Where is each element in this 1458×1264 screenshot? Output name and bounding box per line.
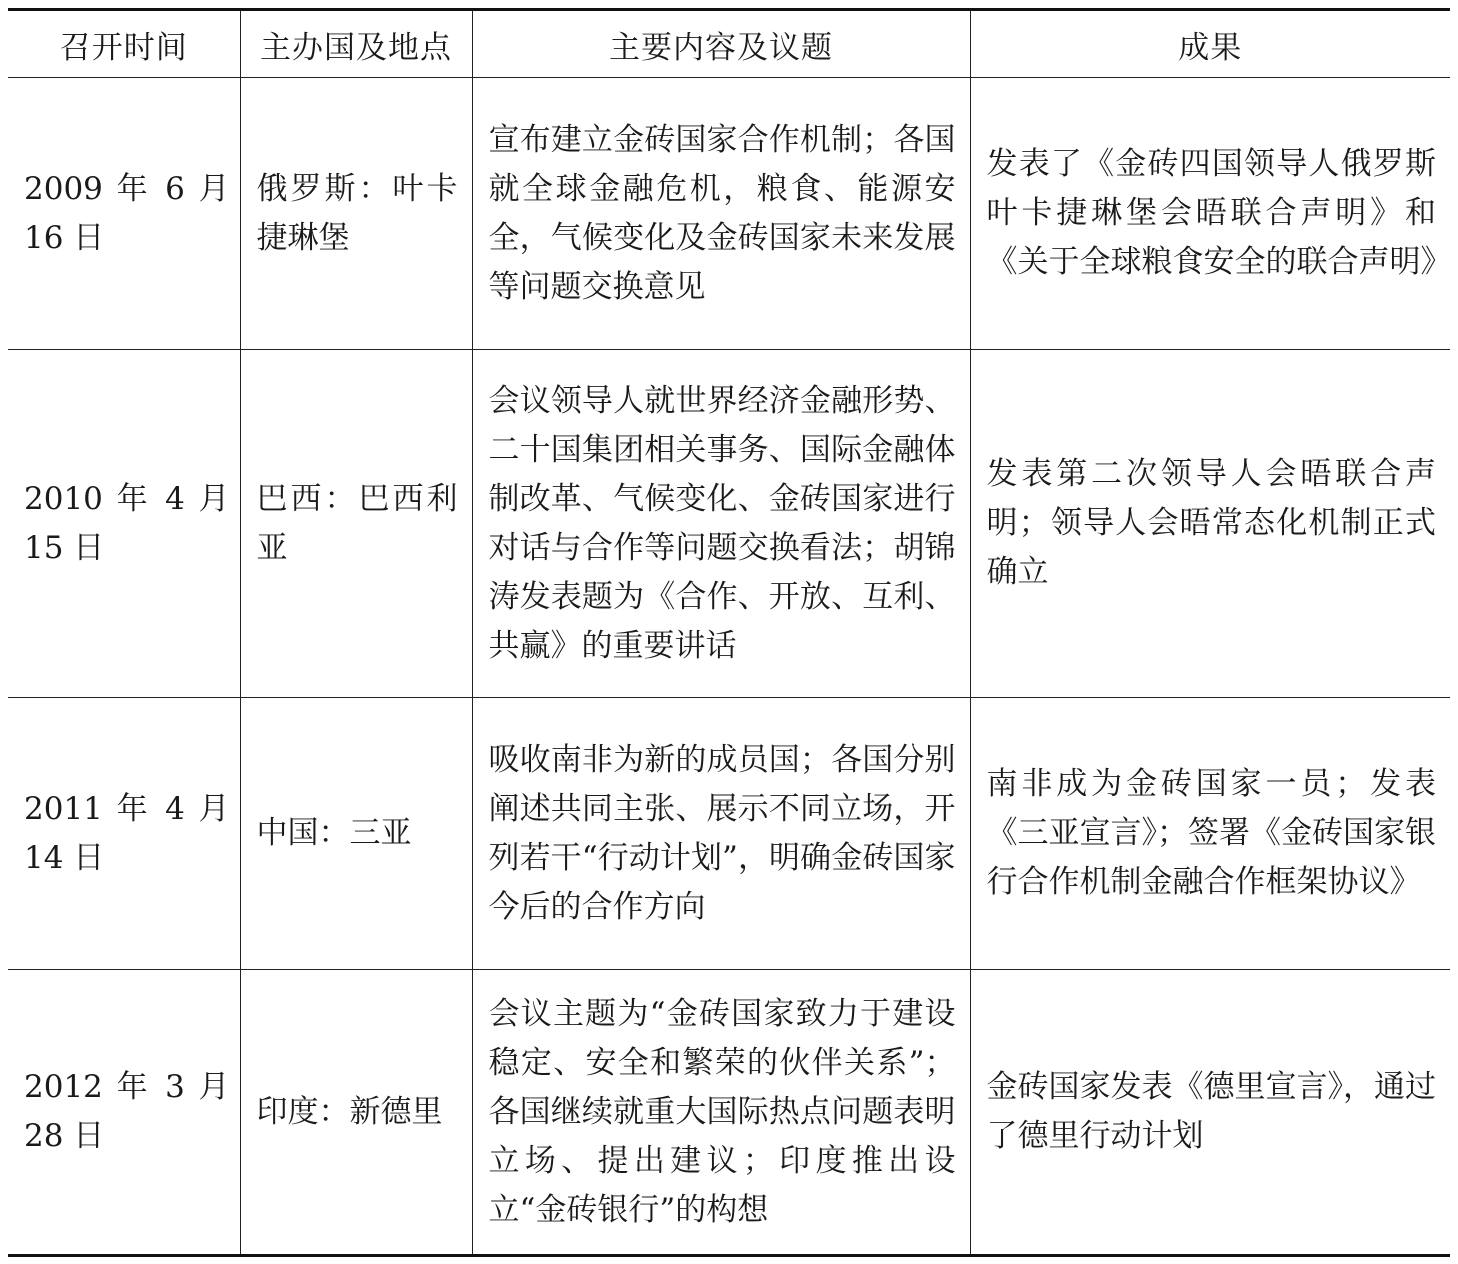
table-row [8, 970, 1450, 1256]
cell-host: 俄罗斯：叶卡捷琳堡 [240, 78, 472, 350]
cell-date: 2012 年 3 月 28 日 [8, 970, 240, 1256]
cell-result: 发表了《金砖四国领导人俄罗斯叶卡捷琳堡会晤联合声明》和《关于全球粮食安全的联合声明》 [970, 78, 1450, 350]
brics-summit-table [8, 8, 1450, 1257]
cell-result: 金砖国家发表《德里宣言》，通过了德里行动计划 [970, 970, 1450, 1256]
table-row [8, 78, 1450, 350]
cell-content: 吸收南非为新的成员国；各国分别阐述共同主张、展示不同立场，开列若干“行动计划”，明确金砖国家今后的合作方向 [472, 698, 970, 970]
header-host: 主办国及地点 [240, 10, 472, 78]
cell-result: 南非成为金砖国家一员；发表《三亚宣言》；签署《金砖国家银行合作机制金融合作框架协议》 [970, 698, 1450, 970]
table-row [8, 698, 1450, 970]
header-content: 主要内容及议题 [472, 10, 970, 78]
cell-result: 发表第二次领导人会晤联合声明；领导人会晤常态化机制正式确立 [970, 350, 1450, 698]
cell-date: 2009 年 6 月 16 日 [8, 78, 240, 350]
cell-content: 宣布建立金砖国家合作机制；各国就全球金融危机，粮食、能源安全，气候变化及金砖国家未来发展等问题交换意见 [472, 78, 970, 350]
cell-date: 2011 年 4 月 14 日 [8, 698, 240, 970]
table-header-row [8, 10, 1450, 78]
cell-host: 印度：新德里 [240, 970, 472, 1256]
summit-table-container [8, 8, 1450, 1257]
cell-host: 巴西：巴西利亚 [240, 350, 472, 698]
cell-content: 会议主题为“金砖国家致力于建设稳定、安全和繁荣的伙伴关系”；各国继续就重大国际热点问题表明立场、提出建议；印度推出设立“金砖银行”的构想 [472, 970, 970, 1256]
header-date: 召开时间 [8, 10, 240, 78]
cell-date: 2010 年 4 月 15 日 [8, 350, 240, 698]
cell-host: 中国：三亚 [240, 698, 472, 970]
cell-content: 会议领导人就世界经济金融形势、二十国集团相关事务、国际金融体制改革、气候变化、金砖国家进行对话与合作等问题交换看法；胡锦涛发表题为《合作、开放、互利、共赢》的重要讲话 [472, 350, 970, 698]
table-row [8, 350, 1450, 698]
header-result: 成果 [970, 10, 1450, 78]
